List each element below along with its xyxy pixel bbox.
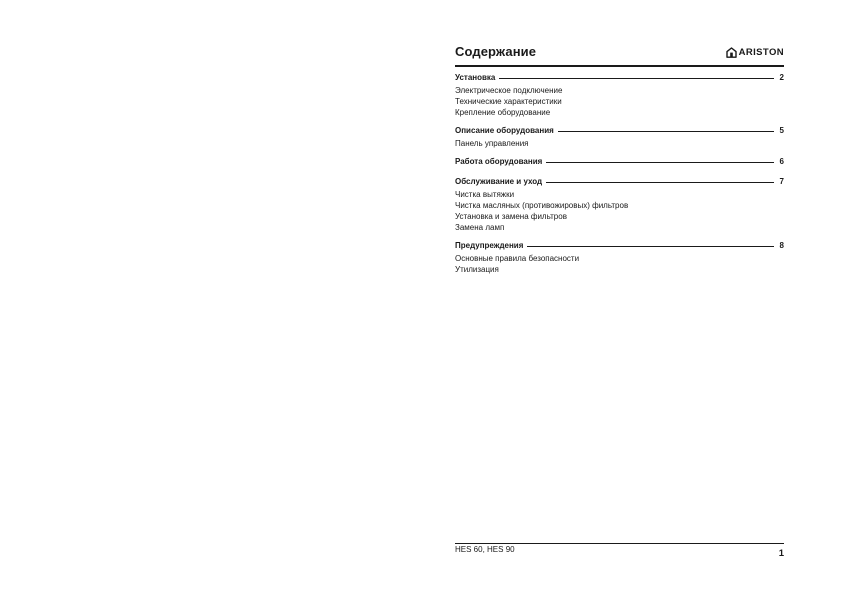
toc-subitem: Технические характеристики [455,97,562,106]
toc-page-number: 5 [779,126,784,135]
toc-subitem: Электрическое подключение [455,86,563,95]
page-title: Содержание [455,44,537,59]
toc-section-heading [455,177,784,189]
toc-page-number: 2 [779,73,784,82]
toc-section [455,73,784,118]
toc-leader-line [546,182,773,183]
manual-page [455,0,784,595]
toc-leader-line [499,78,773,79]
toc-leader-line [558,131,774,132]
toc-page-number: 6 [779,157,784,166]
toc-leader-line [527,246,773,247]
toc-section-title: Работа оборудования [455,157,543,166]
toc-subitem: Основные правила безопасности [455,254,580,263]
header-divider [455,65,784,67]
page-number: 1 [778,548,784,559]
toc-section-title: Описание оборудования [455,126,554,135]
model-label: HES 60, HES 90 [455,545,515,554]
house-logo-icon [726,47,737,58]
table-of-contents [455,73,784,283]
toc-leader-line [546,162,773,163]
toc-section-title: Предупреждения [455,241,524,250]
toc-section-heading [455,73,784,85]
toc-subitem: Чистка вытяжки [455,190,515,199]
toc-subitem: Утилизация [455,265,499,274]
toc-subitem: Панель управления [455,139,529,148]
brand-name: ARISTON [738,47,784,58]
toc-subitem: Чистка масляных (противожировых) фильтров [455,201,629,210]
toc-section-title: Обслуживание и уход [455,177,543,186]
toc-section-heading [455,126,784,138]
toc-section [455,157,784,169]
toc-page-number: 7 [779,177,784,186]
toc-section [455,241,784,275]
brand-logo [726,47,784,58]
toc-subitem: Замена ламп [455,223,505,232]
toc-page-number: 8 [779,241,784,250]
toc-section-heading [455,157,784,169]
toc-subitem: Установка и замена фильтров [455,212,567,221]
toc-subitem: Крепление оборудование [455,108,551,117]
toc-section [455,177,784,233]
toc-section [455,126,784,149]
toc-section-heading [455,241,784,253]
toc-section-title: Установка [455,73,496,82]
footer-divider [455,543,784,544]
